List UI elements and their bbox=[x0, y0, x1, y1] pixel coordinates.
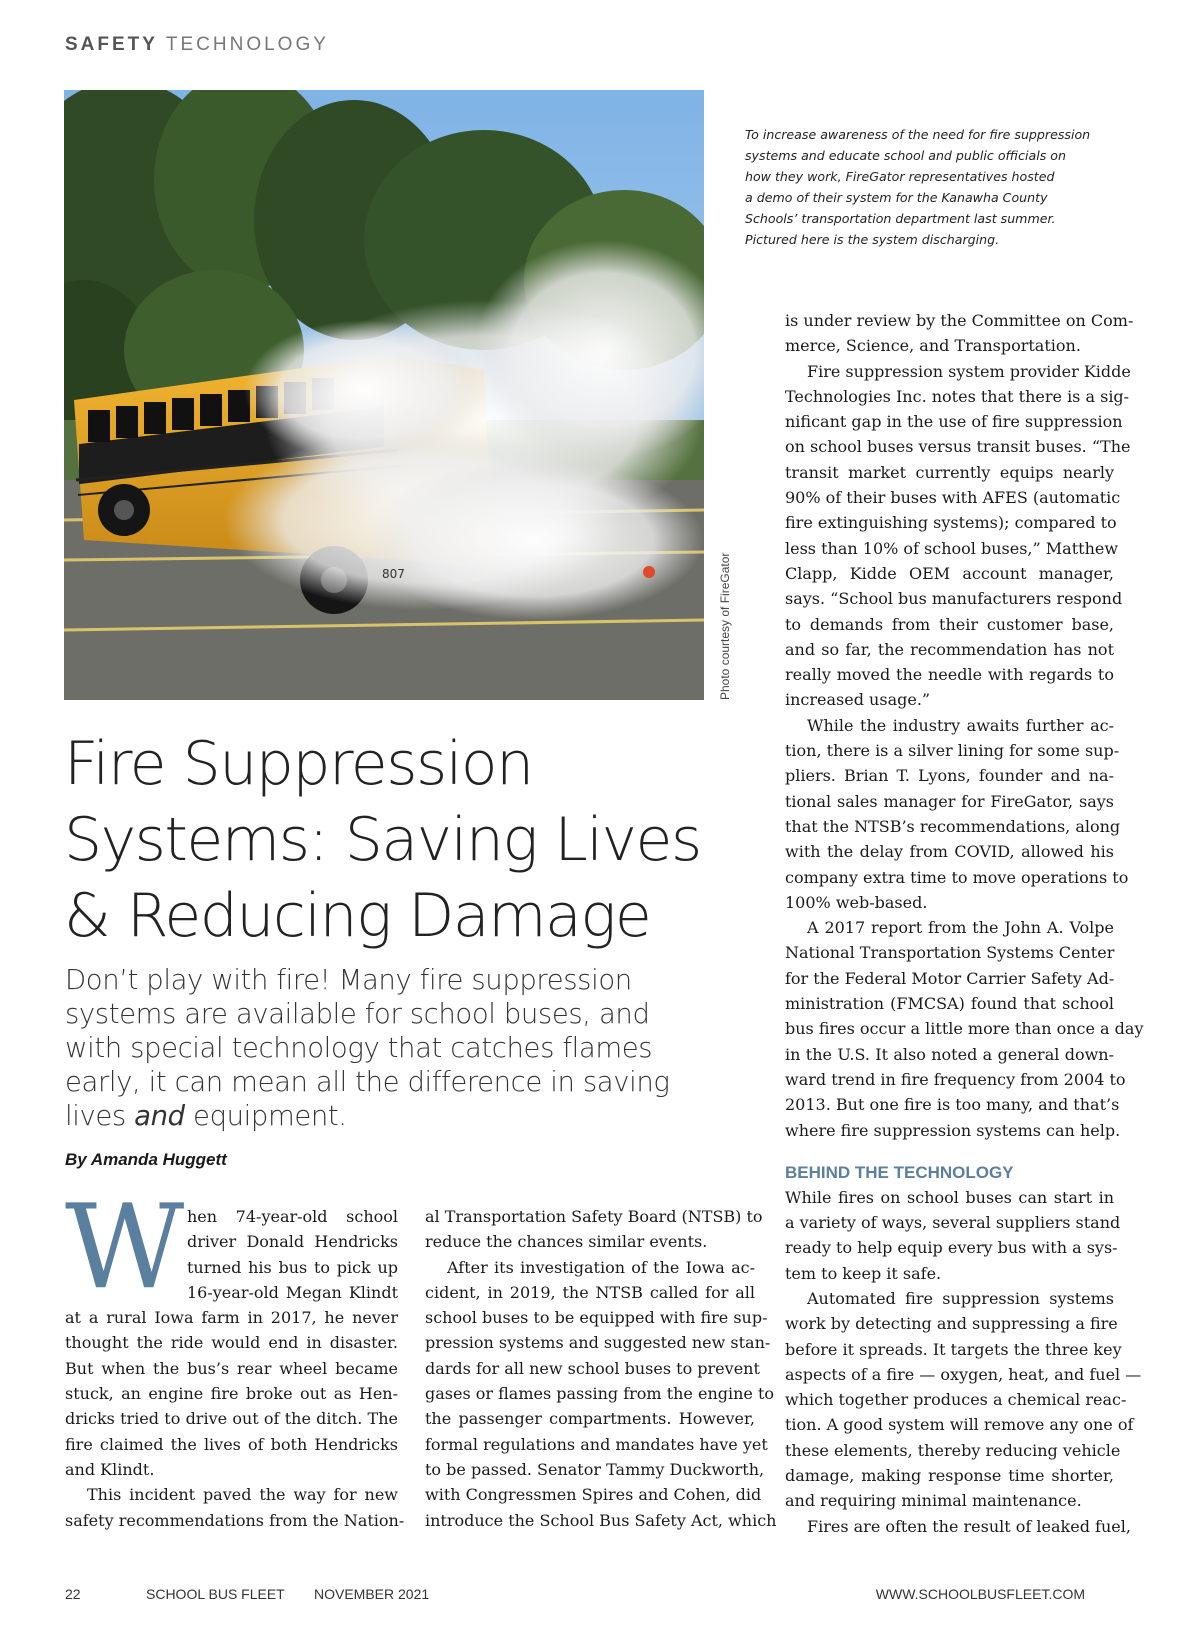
footer-website: WWW.SCHOOLBUSFLEET.COM bbox=[875, 1586, 1085, 1602]
body-line: nificant gap in the use of fire suppression bbox=[785, 412, 1123, 432]
body-line: with the delay from COVID, allowed his bbox=[785, 842, 1114, 862]
body-line: aspects of a fire — oxygen, heat, and fuel — bbox=[785, 1364, 1142, 1384]
body-line: work by detecting and suppressing a fire bbox=[785, 1314, 1118, 1334]
body-line: al Transportation Safety Board (NTSB) to bbox=[425, 1207, 763, 1226]
article-deck bbox=[65, 963, 670, 1133]
body-line: bus fires occur a little more than once a day bbox=[785, 1019, 1144, 1039]
body-line: A 2017 report from the John A. Volpe bbox=[807, 918, 1114, 938]
deck-line: early, it can mean all the difference in saving bbox=[65, 1066, 670, 1098]
body-line: tem to keep it safe. bbox=[785, 1263, 942, 1283]
body-line: But when the bus’s rear wheel became bbox=[65, 1358, 398, 1378]
body-line: damage, making response time shorter, bbox=[785, 1466, 1114, 1486]
footer-publication: SCHOOL BUS FLEET bbox=[146, 1586, 285, 1602]
body-line: 100% web-based. bbox=[785, 892, 928, 912]
drop-cap: W bbox=[65, 1180, 185, 1315]
caption-line: how they work, FireGator representatives hosted bbox=[745, 169, 1055, 184]
body-line: school buses to be equipped with fire sup- bbox=[425, 1308, 768, 1328]
body-line: for the Federal Motor Carrier Safety Ad- bbox=[785, 968, 1115, 988]
body-line: at a rural Iowa farm in 2017, he never bbox=[65, 1308, 398, 1328]
body-line: stuck, an engine fire broke out as Hen- bbox=[65, 1384, 398, 1404]
body-line: cident, in 2019, the NTSB called for all bbox=[425, 1282, 755, 1302]
body-line: the passenger compartments. However, bbox=[425, 1409, 755, 1429]
article-photo bbox=[64, 90, 704, 700]
bus-number: 807 bbox=[382, 567, 405, 581]
section-label-bold: SAFETY bbox=[65, 34, 158, 55]
body-line: tion. A good system will remove any one of bbox=[785, 1415, 1134, 1435]
body-line: in the U.S. It also noted a general down- bbox=[785, 1044, 1114, 1064]
body-line: tion, there is a silver lining for some sup- bbox=[785, 741, 1120, 761]
body-line: where fire suppression systems can help. bbox=[785, 1120, 1121, 1140]
body-line: thought the ride would end in disaster. bbox=[65, 1333, 398, 1353]
section-subhead: BEHIND THE TECHNOLOGY bbox=[785, 1162, 1014, 1182]
body-line: 2013. But one fire is too many, and that’s bbox=[785, 1095, 1120, 1115]
body-line: increased usage.” bbox=[785, 690, 931, 710]
body-line: on school buses versus transit buses. “The bbox=[785, 437, 1131, 457]
body-line: is under review by the Committee on Com- bbox=[785, 311, 1134, 330]
body-line: While fires on school buses can start in bbox=[785, 1187, 1114, 1207]
body-line: says. “School bus manufacturers respond bbox=[785, 589, 1123, 609]
body-line: Technologies Inc. notes that there is a sig- bbox=[785, 386, 1130, 406]
body-line: While the industry awaits further ac- bbox=[807, 715, 1114, 735]
body-line: dards for all new school buses to prevent bbox=[425, 1358, 760, 1378]
section-label bbox=[65, 34, 329, 56]
body-line: company extra time to move operations to bbox=[785, 867, 1129, 887]
body-line: Fires are often the result of leaked fuel, bbox=[807, 1516, 1131, 1536]
body-line: hen 74-year-old school bbox=[187, 1207, 398, 1226]
footer-page-number: 22 bbox=[65, 1586, 81, 1602]
photo-caption bbox=[745, 124, 1125, 250]
body-line: a variety of ways, several suppliers stand bbox=[785, 1213, 1121, 1233]
body-line: fire claimed the lives of both Hendricks bbox=[65, 1434, 398, 1454]
caption-line: systems and educate school and public officials on bbox=[745, 148, 1066, 163]
article-headline bbox=[64, 726, 701, 954]
body-line: and requiring minimal maintenance. bbox=[785, 1491, 1082, 1511]
body-line: less than 10% of school buses,” Matthew bbox=[785, 538, 1119, 558]
body-line: Fire suppression system provider Kidde bbox=[807, 361, 1131, 381]
body-line: really moved the needle with regards to bbox=[785, 665, 1114, 685]
headline-line: Systems: Saving Lives bbox=[64, 805, 701, 875]
bus-photo-illustration bbox=[64, 90, 704, 700]
deck-line: Don’t play with fire! Many fire suppression bbox=[65, 964, 632, 996]
headline-line: & Reducing Damage bbox=[64, 881, 651, 951]
body-line: ministration (FMCSA) found that school bbox=[785, 994, 1114, 1014]
body-line: gases or flames passing from the engine to bbox=[425, 1384, 775, 1404]
body-line: with Congressmen Spires and Cohen, did bbox=[425, 1485, 762, 1505]
body-line: and Klindt. bbox=[65, 1459, 155, 1479]
caption-line: Pictured here is the system discharging. bbox=[745, 232, 1000, 247]
body-line: tional sales manager for FireGator, says bbox=[785, 791, 1114, 811]
body-line: introduce the School Bus Safety Act, which bbox=[425, 1510, 777, 1530]
section-label-regular: TECHNOLOGY bbox=[165, 34, 329, 55]
body-line: This incident paved the way for new bbox=[87, 1485, 398, 1505]
deck-last-end: equipment. bbox=[184, 1100, 347, 1132]
body-line: Clapp, Kidde OEM account manager, bbox=[785, 563, 1114, 583]
body-line: to be passed. Senator Tammy Duckworth, bbox=[425, 1459, 765, 1479]
body-line: fire extinguishing systems); compared to bbox=[785, 513, 1117, 533]
footer-issue: NOVEMBER 2021 bbox=[314, 1586, 430, 1602]
caption-line: Schools’ transportation department last summer. bbox=[745, 211, 1056, 226]
body-line: pliers. Brian T. Lyons, founder and na- bbox=[785, 766, 1114, 786]
body-line: before it spreads. It targets the three key bbox=[785, 1339, 1122, 1359]
body-line: merce, Science, and Transportation. bbox=[785, 336, 1081, 356]
photo-credit: Photo courtesy of FireGator bbox=[718, 552, 732, 700]
body-line: these elements, thereby reducing vehicle bbox=[785, 1440, 1121, 1460]
body-line: formal regulations and mandates have yet bbox=[425, 1434, 768, 1454]
body-line: 90% of their buses with AFES (automatic bbox=[785, 488, 1121, 508]
body-line: dricks tried to drive out of the ditch. The bbox=[65, 1409, 398, 1429]
body-line: pression systems and suggested new stan- bbox=[425, 1333, 771, 1353]
body-line: turned his bus to pick up bbox=[187, 1257, 398, 1277]
body-line: transit market currently equips nearly bbox=[785, 462, 1114, 482]
deck-line: with special technology that catches flames bbox=[65, 1032, 653, 1064]
body-line: National Transportation Systems Center bbox=[785, 943, 1115, 963]
body-line: ward trend in fire frequency from 2004 to bbox=[785, 1069, 1126, 1089]
body-line: which together produces a chemical reac- bbox=[785, 1390, 1127, 1410]
body-column-1 bbox=[65, 1180, 405, 1533]
deck-line-last bbox=[65, 1099, 670, 1133]
body-line: driver Donald Hendricks bbox=[187, 1232, 398, 1252]
body-line: Automated fire suppression systems bbox=[807, 1288, 1114, 1308]
caption-line: a demo of their system for the Kanawha County bbox=[745, 190, 1048, 205]
deck-last-emphasis: and bbox=[134, 1100, 185, 1132]
body-column-3 bbox=[785, 308, 1144, 1539]
deck-line: systems are available for school buses, and bbox=[65, 998, 650, 1030]
body-column-2 bbox=[425, 1204, 777, 1533]
byline: By Amanda Huggett bbox=[65, 1150, 227, 1169]
body-line: to demands from their customer base, bbox=[785, 614, 1114, 634]
headline-line: Fire Suppression bbox=[64, 729, 533, 799]
deck-last-start: lives bbox=[65, 1100, 135, 1132]
body-line: reduce the chances similar events. bbox=[425, 1232, 708, 1252]
body-line: and so far, the recommendation has not bbox=[785, 639, 1114, 659]
body-line: ready to help equip every bus with a sys- bbox=[785, 1238, 1118, 1258]
body-line: 16-year-old Megan Klindt bbox=[187, 1282, 398, 1302]
body-line: safety recommendations from the Nation- bbox=[65, 1510, 405, 1530]
body-line: that the NTSB’s recommendations, along bbox=[785, 816, 1121, 836]
body-line: After its investigation of the Iowa ac- bbox=[447, 1257, 755, 1277]
caption-line: To increase awareness of the need for fire suppression bbox=[745, 127, 1091, 142]
